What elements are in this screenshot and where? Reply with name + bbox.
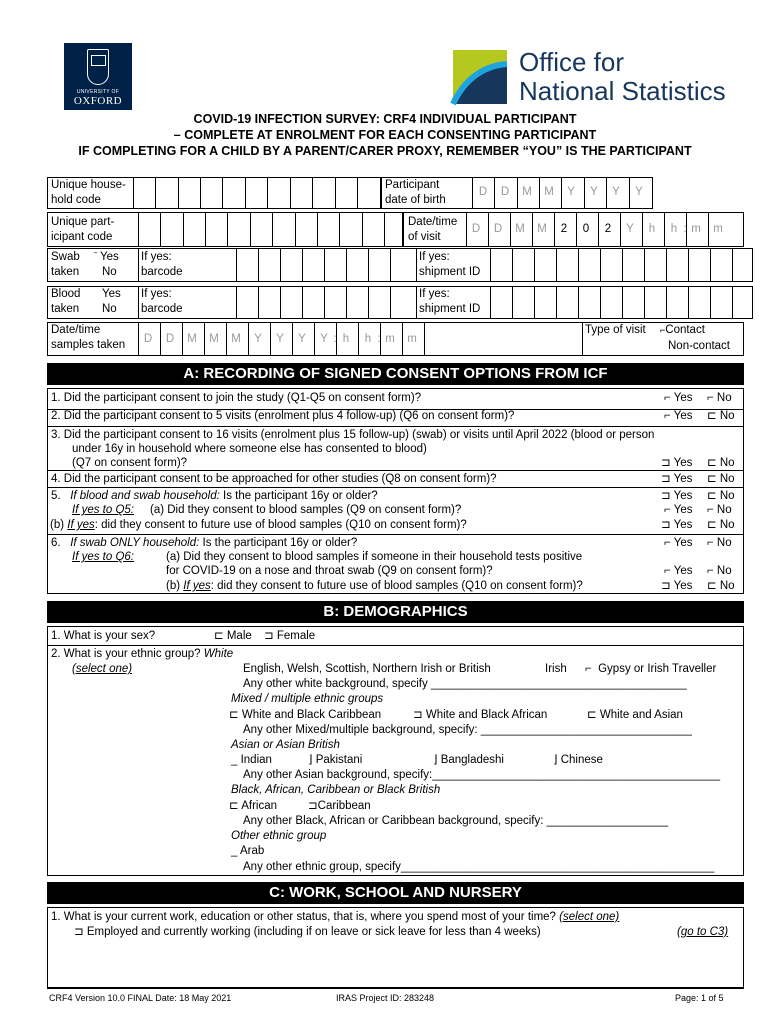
a-q5a: If yes to Q5: (a) Did they consent to blood samples (Q9 on consent form)? [72,504,462,516]
dob-glyph: M [544,186,554,198]
b-mixed-caribbean[interactable]: ⊏ White and Black Caribbean [229,709,382,721]
visit-glyph: 0 [582,223,590,235]
title-line2: – COMPLETE AT ENROLMENT FOR EACH CONSENTING PARTICIPANT [173,128,597,142]
c-q1: 1. What is your current work, education or other status, that is, where you spend most of your time? (select one) [51,911,620,923]
visit-datetime-label: Date/time of visit [408,216,458,243]
samples-glyph: Y [320,333,328,345]
visit-glyph: m [713,223,723,235]
title-line3: IF COMPLETING FOR A CHILD BY A PARENT/CARER PROXY, REMEMBER “YOU” IS THE PARTICIPANT [78,144,692,158]
a-q6b-yes[interactable]: ⊐ Yes [661,580,693,592]
a-q3-no[interactable]: ⊏ No [707,457,735,469]
samples-glyph: Y [276,333,284,345]
a-q3-line3: (Q7 on consent form)? [72,457,188,469]
b-other-specify[interactable]: Any other ethnic group, specify_________________________________________________ [243,861,715,873]
dob-glyph: Y [590,186,598,198]
samples-glyph: : [377,333,381,345]
b-asian-indian[interactable]: _ Indian [231,754,272,766]
samples-glyph: Y [254,333,262,345]
c-goto-c3: (go to C3) [677,926,729,938]
b-select-one: (select one) [72,663,133,675]
samples-glyph: h [364,333,372,345]
blood-no-option[interactable]: No [102,303,117,315]
b-mixed-heading: Mixed / multiple ethnic groups [231,693,384,705]
visit-glyph: D [493,223,503,235]
a-q2-yes[interactable]: ⌐ Yes [664,410,693,422]
visit-glyph: h [648,223,656,235]
samples-glyph: m [407,333,417,345]
samples-glyph: Y [298,333,306,345]
samples-glyph: M [231,333,241,345]
dob-glyph: D [500,186,510,198]
swab-shipment-label: If yes: shipment ID [419,251,481,278]
a-q5-no[interactable]: ⊏ No [707,490,735,502]
ons-mark-icon [449,48,511,106]
a-q4-yes[interactable]: ⊐ Yes [661,473,693,485]
a-q6a-line2: for COVID-19 on a nose and throat swab (Q9 on consent form)? [166,565,493,577]
samples-glyph: h [342,333,350,345]
a-q5: 5. If blood and swab household: Is the participant 16y or older? [51,490,378,502]
samples-glyph: : [333,333,337,345]
a-q4: 4. Did the participant consent to be approached for other studies (Q8 on consent form)? [51,473,497,485]
a-q1-yes[interactable]: ⌐ Yes [664,392,693,404]
a-q3-line1: 3. Did the participant consent to 16 visits (enrolment plus 15 follow-up) (swab) or visits until April 2022 (blood or person [51,429,655,441]
oxford-logo [64,43,132,110]
b-asian-chinese[interactable]: ⌋ Chinese [553,754,603,766]
visit-glyph: : [683,223,687,235]
a-q6: 6. If swab ONLY household: Is the participant 16y or older? [51,537,358,549]
swab-barcode-label: If yes: barcode [141,251,183,278]
blood-label: Blood taken [51,288,81,315]
b-white-gypsy[interactable]: ⌐ Gypsy or Irish Traveller [585,663,717,675]
a-q6b-no[interactable]: ⊏ No [707,580,735,592]
b-q1: 1. What is your sex? [51,630,156,642]
b-female-option[interactable]: ⊐ Female [264,630,316,642]
dob-glyph: Y [635,186,643,198]
ons-logo-line2: National Statistics [519,76,726,106]
a-q1: 1. Did the participant consent to join the study (Q1-Q5 on consent form)? [51,392,422,404]
b-asian-bangladeshi[interactable]: ⌋ Bangladeshi [433,754,504,766]
a-q5-yes[interactable]: ⊐ Yes [661,490,693,502]
footer-version: CRF4 Version 10.0 FINAL Date: 18 May 2021 [49,993,232,1003]
c-employed-option[interactable]: ⊐ Employed and currently working (including if on leave or sick leave for less than 4 weeks) [74,926,541,938]
section-b-header: B: DEMOGRAPHICS [47,601,744,623]
b-other-arab[interactable]: _ Arab [231,845,265,857]
dob-glyph: Y [567,186,575,198]
footer-iras: IRAS Project ID: 283248 [336,993,435,1003]
a-q6b: (b) If yes: did they consent to future use of blood samples (Q10 on consent form)? [166,580,583,592]
b-black-heading: Black, African, Caribbean or Black British [231,784,441,796]
a-q6a-line1: (a) Did they consent to blood samples if someone in their household tests positive [166,551,583,563]
oxford-logo-line2: OXFORD [73,95,123,107]
b-male-option[interactable]: ⊏ Male [214,630,252,642]
participant-code-label: Unique part- icipant code [51,216,115,243]
visit-glyph: D [471,223,481,235]
section-c-header: C: WORK, SCHOOL AND NURSERY [47,882,744,904]
a-q5b-no[interactable]: ⊏ No [707,519,735,531]
title-line1: COVID-19 INFECTION SURVEY: CRF4 INDIVIDUAL PARTICIPANT [193,112,577,126]
b-mixed-asian[interactable]: ⊏ White and Asian [587,709,683,721]
b-black-caribbean[interactable]: ⊐Caribbean [308,800,371,812]
b-asian-pakistani[interactable]: ⌋ Pakistani [308,754,363,766]
household-code-label: Unique house- hold code [51,179,126,206]
a-q5a-no[interactable]: ⌐ No [707,504,732,516]
dob-glyph: M [522,186,532,198]
blood-barcode-label: If yes: barcode [141,288,183,315]
blood-shipment-label: If yes: shipment ID [419,288,481,315]
ons-logo [449,48,749,108]
visit-glyph: 2 [560,223,568,235]
samples-glyph: M [209,333,219,345]
a-q2: 2. Did the participant consent to 5 visits (enrolment plus 4 follow-up) (Q6 on consent form)? [51,410,515,422]
b-mixed-other[interactable]: Any other Mixed/multiple background, specify: _________________________________ [243,724,692,736]
visit-glyph: 2 [604,223,612,235]
footer-page: Page: 1 of 5 [675,993,724,1003]
a-q1-no[interactable]: ⌐ No [707,392,732,404]
visit-glyph: M [537,223,547,235]
b-q2: 2. What is your ethnic group? White [51,648,234,660]
a-q6a-yes[interactable]: ⌐ Yes [664,565,693,577]
b-white-other[interactable]: Any other white background, specify ________________________________________ [243,678,687,690]
a-q6a-no[interactable]: ⌐ No [707,565,732,577]
section-a-header: A: RECORDING OF SIGNED CONSENT OPTIONS FROM ICF [47,363,744,385]
swab-no-option[interactable]: No [102,266,117,278]
a-q6a-lead: If yes to Q6: [72,551,134,563]
type-of-visit-label: Type of visit [585,324,646,336]
visit-glyph: m [691,223,701,235]
samples-glyph: D [143,333,153,345]
samples-label: Date/time samples taken [51,324,126,351]
b-asian-heading: Asian or Asian British [231,739,340,751]
dob-label: Participant date of birth [385,179,446,206]
swab-label: Swab taken [51,251,80,278]
oxford-logo-line1: UNIVERSITY OF [76,89,120,95]
blood-yes-option[interactable]: Yes [102,288,121,300]
b-black-other[interactable]: Any other Black, African or Caribbean background, specify: ___________________ [243,815,669,827]
visit-glyph: h [670,223,678,235]
a-q2-no[interactable]: ⊏ No [707,410,735,422]
dob-glyph: Y [612,186,620,198]
b-white-british[interactable]: English, Welsh, Scottish, Northern Irish or British [243,663,491,675]
a-q6-no[interactable]: ⌐ No [707,537,732,549]
oxford-crest-icon [87,49,109,85]
noncontact-option[interactable]: Non-contact [668,340,731,352]
b-asian-other[interactable]: Any other Asian background, specify:_____________________________________________ [243,769,721,781]
b-mixed-african[interactable]: ⊐ White and Black African [413,709,548,721]
a-q5b: (b) If yes: did they consent to future use of blood samples (Q10 on consent form)? [50,519,467,531]
swab-yes-option[interactable]: ‾ Yes [94,251,119,263]
a-q3-line2: under 16y in household where someone else has consented to blood) [72,443,427,455]
samples-glyph: m [385,333,395,345]
a-q4-no[interactable]: ⊏ No [707,473,735,485]
ons-logo-line1: Office for [519,47,625,77]
a-q5b-yes[interactable]: ⊐ Yes [661,519,693,531]
dob-glyph: D [478,186,488,198]
a-q5a-yes[interactable]: ⌐ Yes [664,504,693,516]
a-q3-yes[interactable]: ⊐ Yes [661,457,693,469]
a-q6-yes[interactable]: ⌐ Yes [664,537,693,549]
b-black-african[interactable]: ⊏ African [229,800,277,812]
visit-glyph: Y [626,223,634,235]
b-other-heading: Other ethnic group [231,830,327,842]
contact-option[interactable]: ⌐Contact [660,324,705,336]
samples-glyph: M [187,333,197,345]
b-white-irish[interactable]: Irish [545,663,567,675]
samples-glyph: D [165,333,175,345]
visit-glyph: M [515,223,525,235]
